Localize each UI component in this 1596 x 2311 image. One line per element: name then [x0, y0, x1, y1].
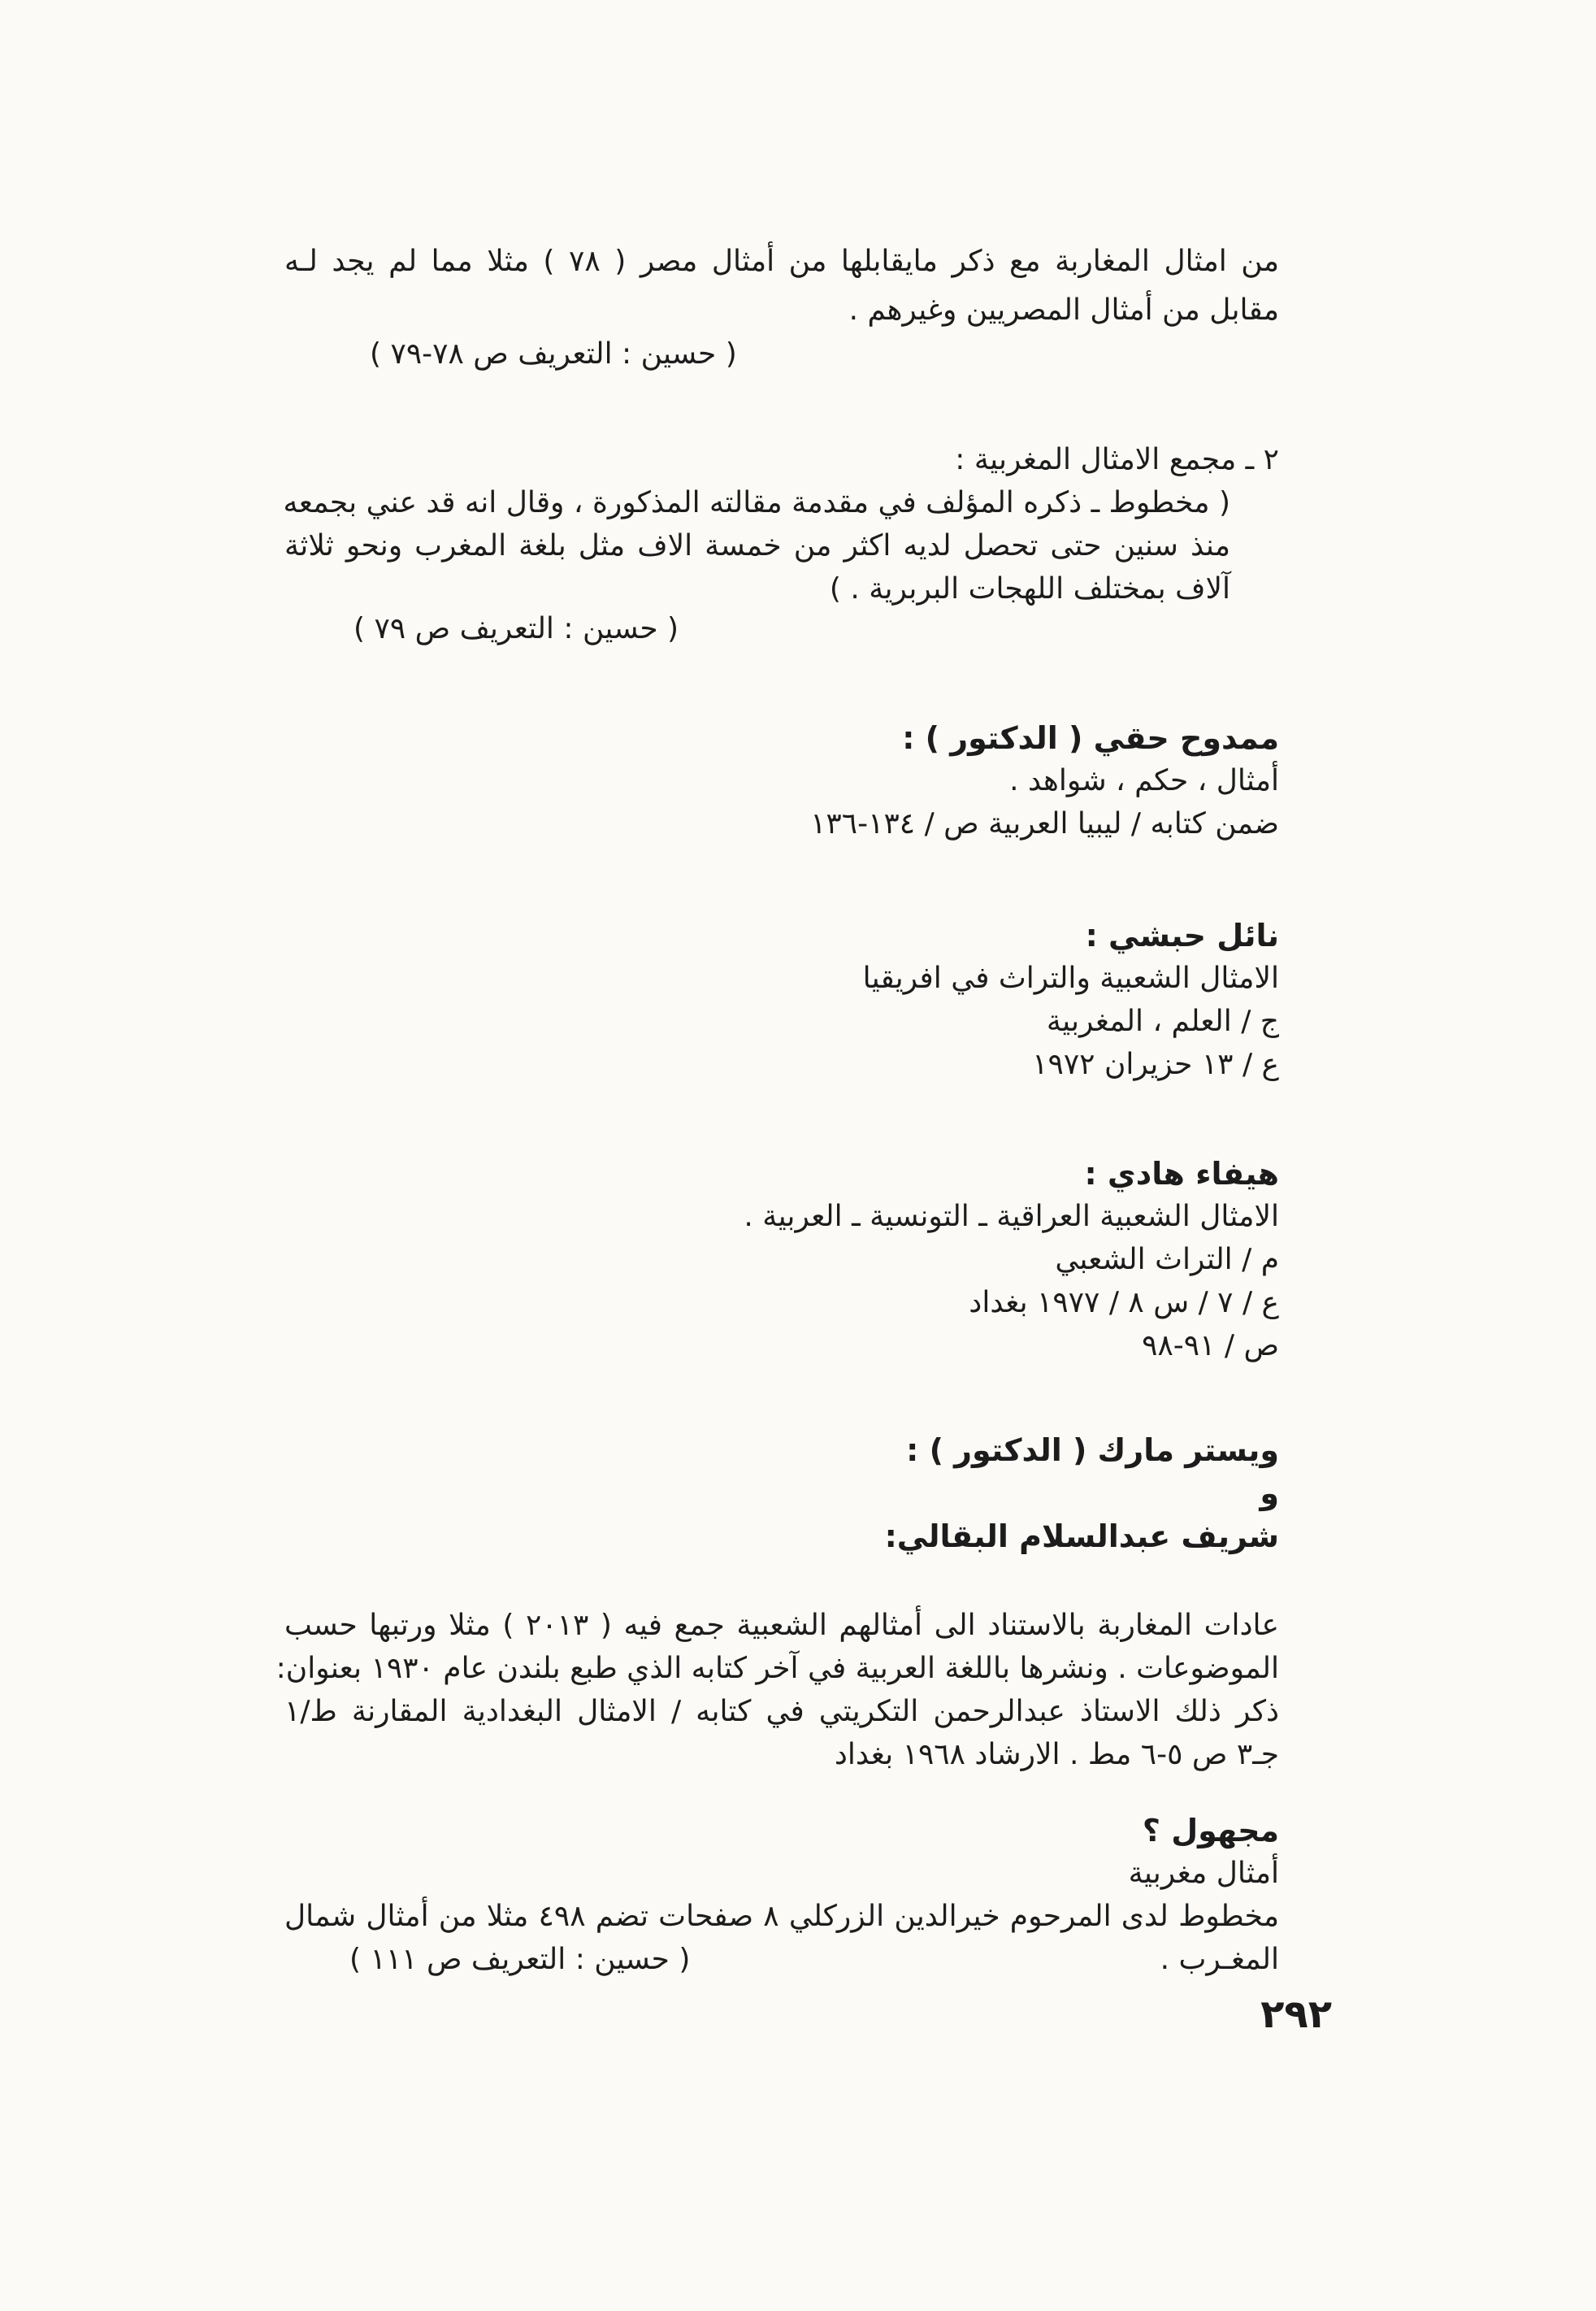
entry2-line3: آلاف بمختلف اللهجات البربرية . ) [829, 572, 1230, 606]
entry4-author: نائل حبشي : [1085, 918, 1279, 954]
entry5-title: الامثال الشعبية العراقية ـ التونسية ـ العربية . [744, 1200, 1279, 1233]
entry2-line1: ( مخطوط ـ ذكره المؤلف في مقدمة مقالته المذكورة ، وقال انه قد عني بجمعه [283, 486, 1230, 519]
entry6-line3: ذكر ذلك الاستاذ عبدالرحمن التكريتي في كتابه / الامثال البغدادية المقارنة ط/١ [284, 1695, 1279, 1728]
entry5-issue: ع / ٧ / س ٨ / ١٩٧٧ بغداد [969, 1286, 1279, 1319]
entry3-title: أمثال ، حكم ، شواهد . [1009, 764, 1279, 797]
entry7-reference: ( حسين : التعريف ص ١١١ ) [349, 1943, 691, 1976]
entry5-magazine: م / التراث الشعبي [1055, 1243, 1279, 1276]
entry3-source: ضمن كتابه / ليبيا العربية ص / ١٣٤-١٣٦ [810, 807, 1279, 841]
entry6-and: و [1260, 1475, 1279, 1511]
entry4-journal: ج / العلم ، المغربية [1046, 1005, 1279, 1038]
entry4-issue: ع / ١٣ حزيران ١٩٧٢ [1032, 1048, 1279, 1081]
entry7-line2: المغـرب . [1160, 1943, 1279, 1976]
page-number: ٢٩٢ [1260, 1992, 1332, 2037]
entry1-line2: مقابل من أمثال المصريين وغيرهم . [848, 293, 1279, 327]
entry1-reference: ( حسين : التعريف ص ٧٨-٧٩ ) [370, 337, 737, 371]
entry1-line1: من امثال المغاربة مع ذكر مايقابلها من أمثال مصر ( ٧٨ ) مثلا مما لم يجد لـه [284, 245, 1279, 278]
entry3-author: ممدوح حقي ( الدكتور ) : [902, 720, 1279, 756]
entry2-line2: منذ سنين حتى تحصل لديه اكثر من خمسة الاف مثل بلغة المغرب ونحو ثلاثة [284, 529, 1230, 563]
entry6-line1: عادات المغاربة بالاستناد الى أمثالهم الشعبية جمع فيه ( ٢٠١٣ ) مثلا ورتبها حسب [284, 1609, 1279, 1642]
entry2-heading: ٢ ـ مجمع الامثال المغربية : [955, 443, 1279, 476]
entry6-line4: جـ٣ ص ٥-٦ مط . الارشاد ١٩٦٨ بغداد [834, 1738, 1279, 1771]
entry7-author: مجهول ؟ [1142, 1813, 1279, 1848]
entry6-author1: ويستر مارك ( الدكتور ) : [906, 1432, 1279, 1468]
entry4-title: الامثال الشعبية والتراث في افريقيا [862, 962, 1279, 995]
entry5-pages: ص / ٩١-٩٨ [1142, 1329, 1279, 1362]
entry2-reference: ( حسين : التعريف ص ٧٩ ) [353, 612, 679, 645]
entry7-title: أمثال مغربية [1128, 1857, 1279, 1890]
entry5-author: هيفاء هادي : [1084, 1156, 1279, 1192]
entry6-line2: الموضوعات . ونشرها باللغة العربية في آخر كتابه الذي طبع بلندن عام ١٩٣٠ بعنوان: [275, 1652, 1279, 1685]
entry6-author2: شريف عبدالسلام البقالي: [884, 1518, 1279, 1554]
entry7-line1: مخطوط لدى المرحوم خيرالدين الزركلي ٨ صفحات تضم ٤٩٨ مثلا من أمثال شمال [284, 1900, 1280, 1933]
